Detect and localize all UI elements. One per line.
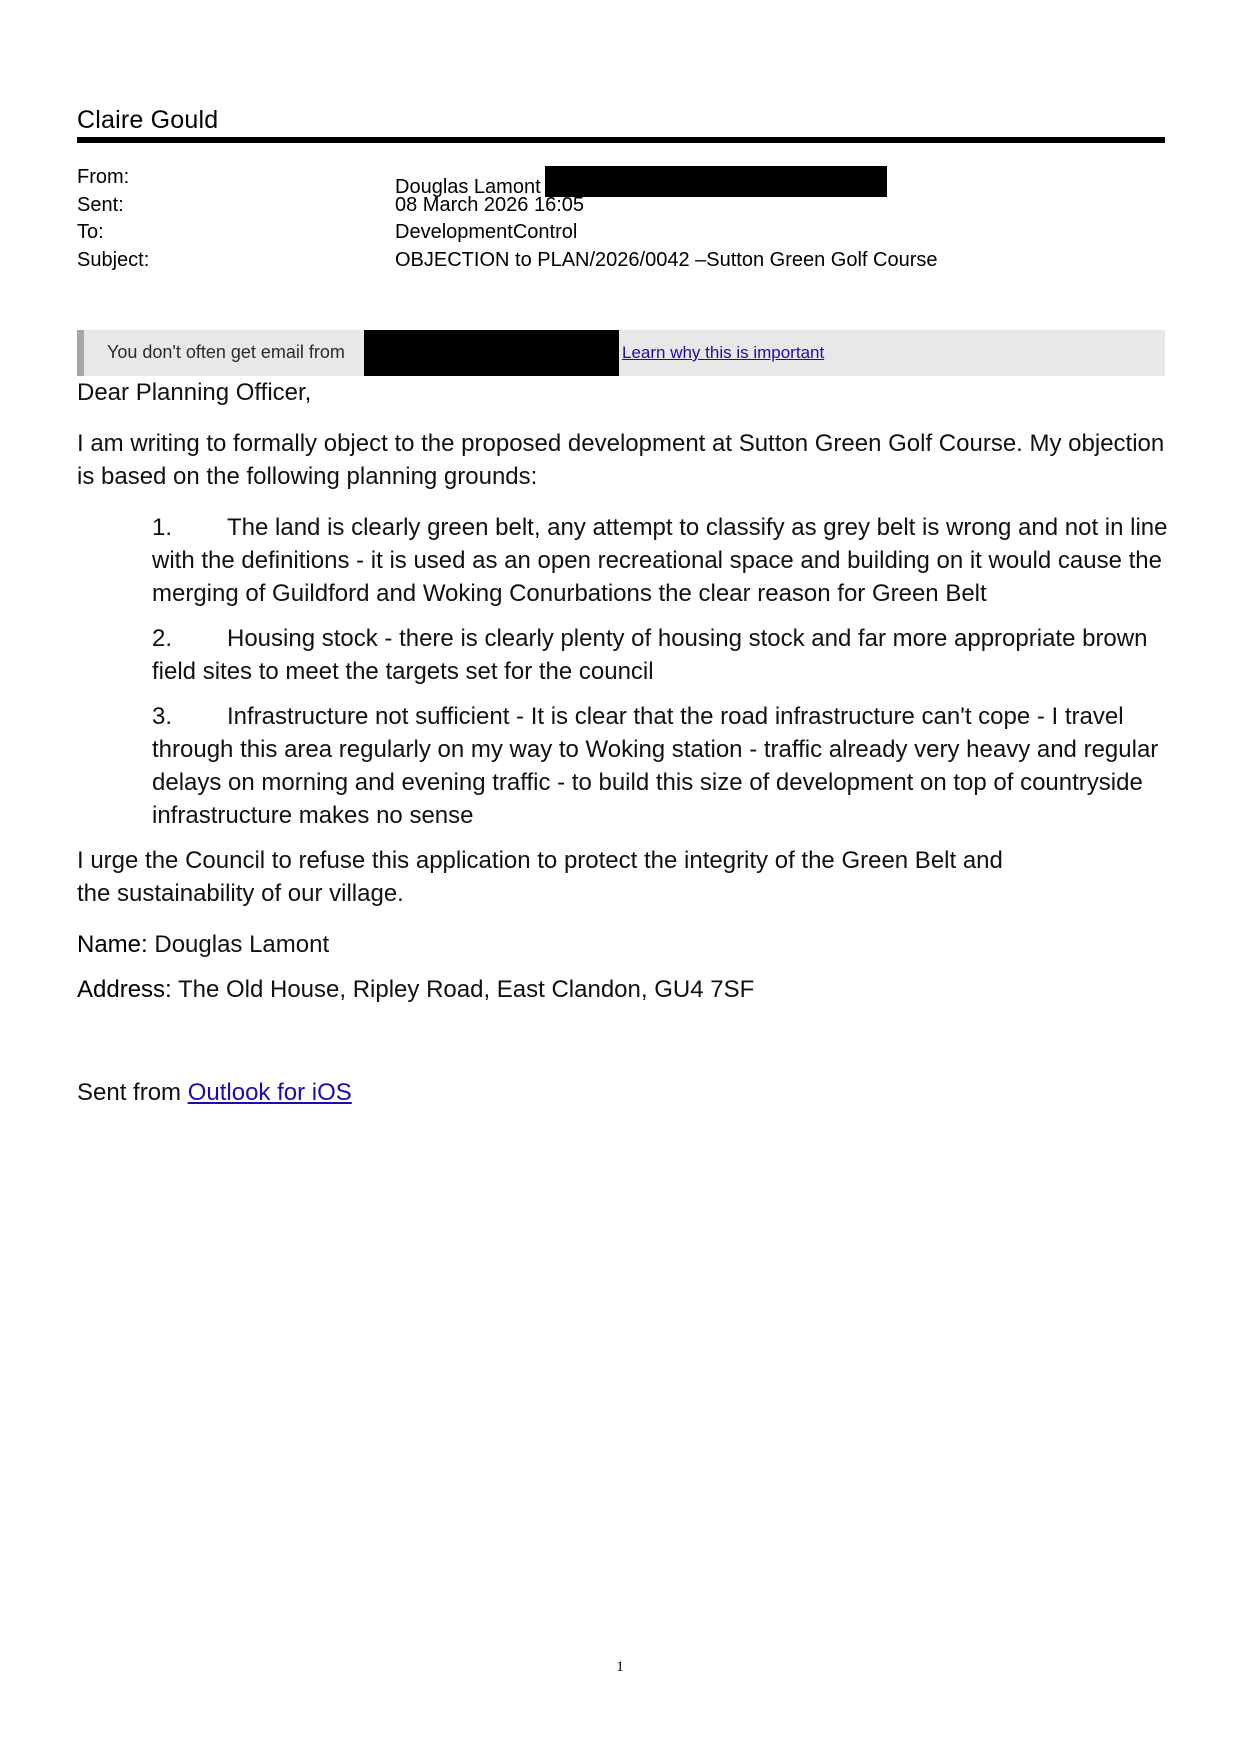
intro-after: to the proposed development at Sutton Green Golf Course. My objection is based on the following planning grounds: [77,430,1165,490]
intro-before: I am writing to formally [77,430,324,457]
list-item-text: Infrastructure not sufficient - It is clear that the road infrastructure can't cope - I travel through this area regularly on my way to Woking station - traffic already very heavy and regular delays on morning and evening traffic - to build this size of development on top of countryside infrastructure makes no sense [152,703,1159,829]
document-owner: Claire Gould [77,106,219,134]
closing-paragraph: I urge the Council to refuse this application to protect the integrity of the Green Belt and the sustainability of our village. [77,847,1003,907]
name-label: Name: [77,931,148,958]
list-item [152,700,1172,832]
grounds-list [152,511,1172,832]
list-item-number: 1. [152,514,173,541]
notice-text: You don't often get email from [107,342,345,362]
intro-paragraph [77,427,1172,493]
address-line [77,973,1172,1006]
address-label: Address: [77,976,172,1003]
name-line [77,928,1172,961]
from-label: From: [77,166,130,188]
list-item [152,622,1172,688]
subject-value: OBJECTION to PLAN/2026/0042 –Sutton Green Golf Course [395,248,938,271]
list-item-number: 2. [152,625,173,652]
from-value: Douglas Lamont [395,176,541,198]
to-value: DevelopmentControl [395,221,578,243]
sent-from-line [77,1076,1172,1109]
sent-label: Sent: [77,193,124,216]
list-item-text: The land is clearly green belt, any attempt to classify as grey belt is wrong and not in line with the definitions - it is used as an open recreational space and building on it would cause the merging of Guildford and Woking Conurbations the clear reason for Green Belt [152,514,1168,607]
list-item [152,511,1172,610]
to-label: To: [77,221,104,243]
intro-emphasis: object [323,430,388,457]
list-item-number: 3. [152,703,173,730]
sent-from-text: Sent from [77,1079,188,1106]
notice-accent-bar [77,330,84,376]
email-body [77,376,1172,1133]
learn-why-link[interactable]: Learn why this is important [622,343,825,362]
redacted-sender-address [364,330,619,376]
address-value: The Old House, Ripley Road, East Clandon, GU4 7SF [177,976,755,1003]
header-rule [77,137,1165,143]
outlook-ios-link[interactable]: Outlook for iOS [187,1079,352,1106]
subject-label: Subject: [77,248,150,271]
sent-value: 08 March 2026 16:05 [395,193,585,216]
external-sender-notice [77,330,1165,376]
greeting: Dear Planning Officer, [77,379,312,406]
list-item-text: Housing stock - there is clearly plenty of housing stock and far more appropriate brown field sites to meet the targets set for the council [152,625,1148,685]
page-number: 1 [616,1659,624,1675]
redacted-email-address [545,166,887,197]
name-value: Douglas Lamont [154,931,330,958]
